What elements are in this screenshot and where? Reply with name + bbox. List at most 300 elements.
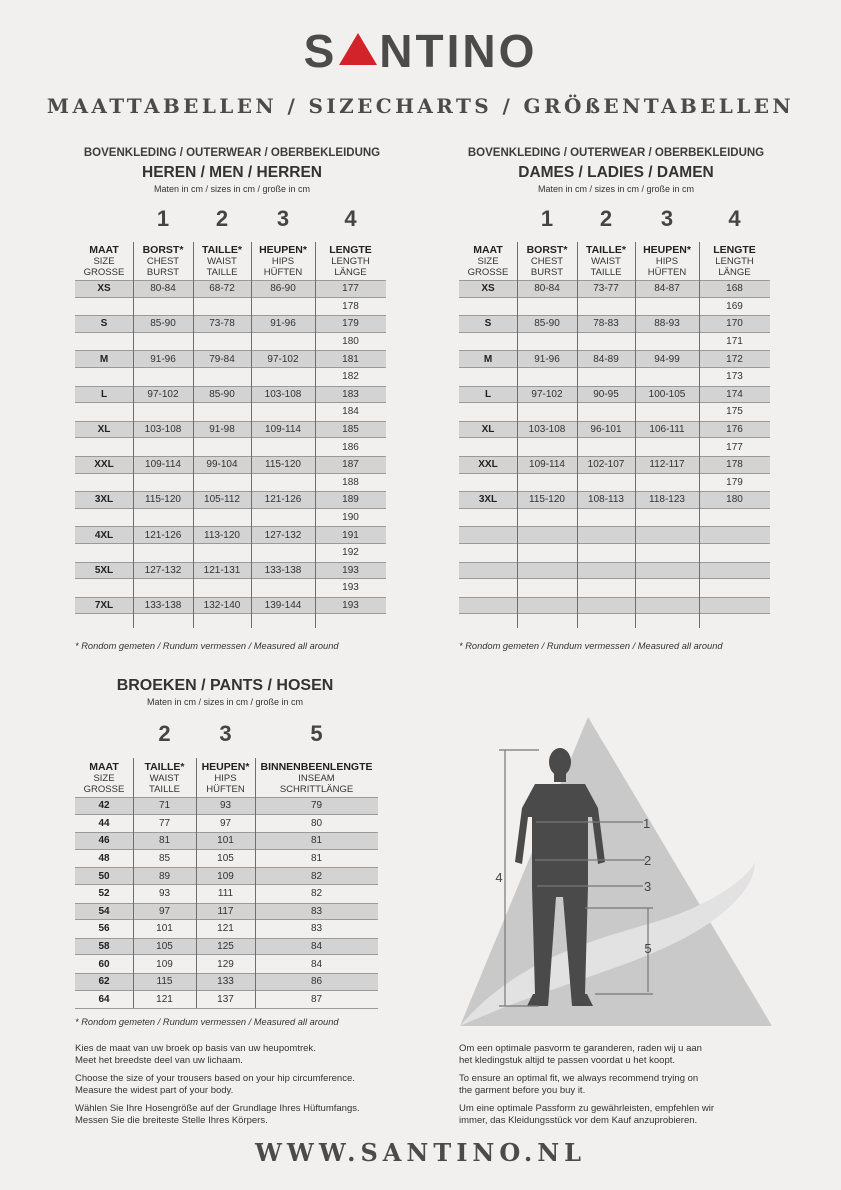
inseam-cell: 81	[310, 853, 323, 865]
waist-cell: 101	[156, 923, 173, 935]
hips-cell: 105	[217, 853, 234, 865]
size-cell	[459, 598, 517, 614]
table-subrow	[459, 509, 770, 527]
website-link[interactable]: WWW.SANTINO.NL	[254, 1138, 587, 1167]
length-cell: 177	[726, 441, 743, 453]
waist-cell: 71	[158, 800, 171, 812]
waist-cell: 73-78	[209, 318, 235, 330]
waist-cell: 121-131	[203, 564, 241, 576]
table-subrow	[459, 474, 770, 492]
inseam-cell: 83	[310, 905, 323, 917]
column-number: 2	[158, 721, 171, 746]
length-cell: 171	[726, 336, 743, 348]
column-header	[517, 245, 577, 278]
hips-cell	[635, 598, 699, 614]
figure-label-3: 3	[644, 879, 652, 894]
table-subrow	[75, 438, 386, 456]
length-cell	[699, 544, 770, 562]
column-header-de: HÜFTEN	[206, 784, 245, 795]
column-header	[459, 245, 517, 278]
table-row	[75, 938, 378, 956]
women-footnote: * Rondom gemeten / Rundum vermessen / Measured all around	[459, 641, 723, 651]
column-header-de: LÄNGE	[718, 267, 751, 278]
table-subrow	[75, 474, 386, 492]
column-number: 3	[219, 721, 232, 746]
waist-cell: 105-112	[204, 494, 240, 506]
column-header-en: CHEST	[530, 256, 564, 267]
size-cell: 3XL	[478, 494, 498, 506]
chest-cell: 80-84	[150, 283, 176, 295]
hips-cell: 84-87	[654, 283, 680, 295]
chest-cell: 115-120	[529, 494, 565, 506]
table-subrow	[459, 614, 770, 632]
column-divider	[577, 242, 578, 628]
hips-cell: 94-99	[654, 353, 680, 365]
column-header-en: WAIST	[149, 773, 180, 784]
hips-cell: 117	[217, 905, 234, 917]
waist-cell: 113-120	[204, 529, 240, 541]
size-cell: 56	[98, 923, 110, 935]
size-cell: XS	[481, 283, 495, 295]
hips-cell: 118-123	[649, 494, 685, 506]
column-header	[699, 245, 770, 278]
column-header-title: HEUPEN*	[643, 244, 691, 256]
waist-cell: 84-89	[593, 353, 619, 365]
chest-cell: 109-114	[145, 459, 181, 471]
hips-cell: 129	[217, 958, 234, 970]
column-divider	[255, 758, 256, 1008]
paragraph-en: Choose the size of your trousers based on your hip circumference. Measure the widest part of your body.	[75, 1073, 355, 1096]
women-section-title: DAMES / LADIES / DAMEN	[518, 164, 714, 181]
length-cell	[699, 563, 770, 579]
column-header-de: GROSSE	[83, 784, 125, 795]
length-cell: 180	[726, 494, 743, 506]
size-cell: 54	[98, 905, 110, 917]
length-cell: 193	[342, 600, 359, 612]
waist-cell: 109	[156, 958, 173, 970]
size-cell: 42	[98, 800, 110, 812]
waist-cell: 81	[158, 835, 171, 847]
hips-cell: 133-138	[264, 564, 302, 576]
column-header	[635, 245, 699, 278]
waist-cell: 108-113	[588, 494, 624, 506]
length-cell: 178	[726, 459, 743, 471]
table-subrow	[75, 403, 386, 421]
length-cell: 179	[342, 318, 359, 330]
size-cell: 60	[98, 958, 110, 970]
women-section-super: BOVENKLEDING / OUTERWEAR / OBERBEKLEIDUNG	[467, 147, 765, 159]
waist-cell: 96-101	[590, 424, 622, 436]
length-cell	[699, 579, 770, 597]
size-cell	[459, 527, 517, 543]
size-cell: XS	[97, 283, 111, 295]
column-header-de: HÜFTEN	[263, 267, 303, 278]
chest-cell	[517, 527, 577, 543]
column-header-en: SIZE	[93, 256, 115, 267]
column-number: 5	[310, 721, 323, 746]
table-subrow	[75, 509, 386, 527]
length-cell: 177	[342, 283, 359, 295]
chest-cell: 91-96	[150, 353, 176, 365]
column-divider	[251, 242, 252, 628]
length-cell: 181	[342, 353, 359, 365]
size-cell: XXL	[478, 459, 498, 471]
hips-cell: 127-132	[264, 529, 302, 541]
size-cell: 4XL	[94, 529, 114, 541]
column-number: 4	[344, 206, 357, 231]
table-row	[75, 903, 378, 921]
table-row	[75, 920, 378, 939]
inseam-cell: 84	[310, 958, 323, 970]
hips-cell: 139-144	[264, 600, 302, 612]
length-cell	[315, 614, 386, 632]
column-header-title: TAILLE*	[585, 244, 627, 256]
length-cell: 174	[726, 388, 743, 400]
length-cell: 179	[726, 476, 743, 488]
table-subrow	[459, 403, 770, 421]
figure-label-1: 1	[643, 816, 651, 831]
column-divider	[193, 242, 194, 628]
men-footnote: * Rondom gemeten / Rundum vermessen / Measured all around	[75, 641, 339, 651]
column-header	[75, 245, 133, 278]
column-header-de: SCHRITTLÄNGE	[279, 784, 354, 795]
table-subrow	[459, 298, 770, 316]
column-header	[75, 762, 133, 795]
table-subrow	[75, 544, 386, 562]
table-row	[75, 991, 378, 1010]
column-header-title: HEUPEN*	[259, 244, 307, 256]
length-cell: 183	[342, 388, 359, 400]
column-header-title: BORST*	[142, 244, 184, 256]
table-row	[75, 597, 386, 615]
paragraph-de: Um eine optimale Passform zu gewährleisten, empfehlen wir immer, das Kleidungsstück vor dem Kauf anzuprobieren.	[459, 1103, 715, 1126]
table-row	[75, 797, 378, 815]
waist-cell: 77	[158, 817, 171, 829]
waist-cell: 102-107	[587, 459, 625, 471]
table-subrow	[459, 368, 770, 386]
chest-cell: 127-132	[144, 564, 182, 576]
chest-cell: 97-102	[147, 388, 179, 400]
hips-cell: 101	[217, 835, 234, 847]
table-row	[75, 280, 386, 298]
table-subrow	[75, 298, 386, 316]
column-header	[255, 762, 378, 795]
size-cell: 58	[98, 941, 110, 953]
column-header-title: BINNENBEENLENGTE	[260, 761, 373, 773]
waist-cell: 89	[158, 870, 171, 882]
column-header-de: LÄNGE	[334, 267, 367, 278]
men-section-note: Maten in cm / sizes in cm / große in cm	[153, 184, 311, 194]
inseam-cell: 83	[310, 923, 323, 935]
chest-cell	[517, 563, 577, 579]
column-divider	[635, 242, 636, 628]
column-header-title: HEUPEN*	[201, 761, 250, 773]
column-divider	[133, 242, 134, 628]
men-section-title: HEREN / MEN / HERREN	[142, 164, 322, 181]
waist-cell: 90-95	[593, 388, 619, 400]
hips-cell: 86-90	[270, 283, 296, 295]
inseam-cell: 86	[310, 976, 323, 988]
column-header-en: CHEST	[146, 256, 180, 267]
chest-cell: 109-114	[529, 459, 565, 471]
table-row	[75, 562, 386, 580]
men-section-super: BOVENKLEDING / OUTERWEAR / OBERBEKLEIDUNG	[83, 147, 381, 159]
hips-cell: 125	[217, 941, 234, 953]
column-divider	[699, 242, 700, 628]
hips-cell	[635, 527, 699, 543]
table-row	[459, 597, 770, 615]
hips-cell: 97	[219, 817, 232, 829]
table-subrow	[459, 438, 770, 456]
table-subrow	[75, 368, 386, 386]
table-row	[75, 491, 386, 509]
length-cell: 172	[726, 353, 743, 365]
hips-cell	[635, 563, 699, 579]
size-cell: M	[483, 353, 493, 365]
size-cell: 44	[98, 817, 110, 829]
waist-cell: 105	[156, 941, 173, 953]
table-row	[459, 526, 770, 544]
hips-cell: 112-117	[649, 459, 685, 471]
length-cell: 187	[342, 459, 359, 471]
paragraph-en: To ensure an optimal fit, we always recommend trying on the garment before you buy it.	[459, 1073, 699, 1096]
chest-cell: 85-90	[534, 318, 560, 330]
size-cell: 52	[98, 888, 110, 900]
column-header	[251, 245, 315, 278]
size-cell: S	[484, 318, 492, 330]
table-subrow	[459, 579, 770, 597]
column-number: 1	[156, 206, 170, 231]
paragraph-de: Wählen Sie Ihre Hosengröße auf der Grundlage Ihres Hüftumfangs. Messen Sie die breiteste Stelle Ihres Körpers.	[75, 1103, 360, 1126]
table-subrow	[459, 333, 770, 351]
column-header-title: LENGTE	[713, 244, 756, 256]
length-cell: 193	[342, 582, 359, 594]
chest-cell: 91-96	[534, 353, 560, 365]
table-row	[75, 526, 386, 544]
size-cell: XXL	[94, 459, 114, 471]
column-header	[196, 762, 255, 795]
length-cell: 170	[726, 318, 743, 330]
column-header-title: TAILLE*	[201, 244, 243, 256]
length-cell	[699, 527, 770, 543]
table-row	[75, 867, 378, 885]
waist-cell: 73-77	[593, 283, 619, 295]
length-cell: 184	[342, 406, 359, 418]
size-cell: 50	[98, 870, 110, 882]
column-number: 1	[540, 206, 554, 231]
length-cell: 180	[342, 336, 359, 348]
figure-label-5: 5	[644, 941, 652, 956]
table-row	[459, 386, 770, 404]
column-number: 2	[599, 206, 613, 231]
length-cell: 185	[342, 424, 359, 436]
hips-cell: 137	[217, 993, 234, 1005]
paragraph-nl: Om een optimale pasvorm te garanderen, raden wij u aan het kledingstuk altijd te passen voordat u het koopt.	[459, 1043, 702, 1066]
column-header-en: HIPS	[214, 773, 237, 784]
size-cell: XL	[481, 424, 495, 436]
table-row	[75, 973, 378, 991]
column-header-en: SIZE	[477, 256, 499, 267]
size-cell: L	[484, 388, 492, 400]
length-cell: 176	[726, 424, 743, 436]
column-header-title: MAAT	[473, 244, 503, 256]
paragraph-nl: Kies de maat van uw broek op basis van uw heupomtrek. Meet het breedste deel van uw lichaam.	[75, 1043, 316, 1066]
length-cell: 178	[342, 300, 359, 312]
table-subrow	[75, 333, 386, 351]
inseam-cell: 87	[310, 993, 323, 1005]
length-cell: 169	[726, 300, 743, 312]
figure-label-2: 2	[644, 853, 652, 868]
fit-instructions	[459, 1043, 789, 1126]
table-row	[75, 456, 386, 474]
column-header-title: BORST*	[526, 244, 568, 256]
waist-cell	[577, 527, 635, 543]
table-row	[459, 421, 770, 439]
table-row	[459, 350, 770, 368]
size-cell: XL	[97, 424, 111, 436]
column-header-de: GROSSE	[83, 267, 125, 278]
column-header-de: GROSSE	[467, 267, 509, 278]
hips-cell: 97-102	[267, 353, 299, 365]
column-header-en: WAIST	[207, 256, 237, 267]
size-cell	[459, 563, 517, 579]
chest-cell: 103-108	[528, 424, 566, 436]
table-row	[459, 315, 770, 333]
length-cell: 168	[726, 283, 743, 295]
waist-cell: 79-84	[209, 353, 235, 365]
column-divider	[196, 758, 197, 1008]
hips-cell: 111	[217, 888, 234, 900]
waist-cell: 99-104	[206, 459, 238, 471]
hips-cell: 91-96	[270, 318, 296, 330]
waist-cell: 85-90	[209, 388, 235, 400]
pants-instructions	[75, 1043, 415, 1126]
table-subrow	[459, 544, 770, 562]
hips-cell: 93	[219, 800, 232, 812]
hips-cell: 103-108	[264, 388, 302, 400]
waist-cell	[577, 598, 635, 614]
column-header-title: MAAT	[89, 761, 119, 773]
column-number: 4	[728, 206, 741, 231]
inseam-cell: 80	[310, 817, 323, 829]
hips-cell: 109-114	[265, 424, 301, 436]
logo-triangle-icon	[339, 33, 377, 65]
column-header-de: TAILLE	[149, 784, 180, 795]
column-header-en: HIPS	[655, 256, 679, 267]
column-header	[133, 245, 193, 278]
figure-label-4: 4	[495, 870, 503, 885]
table-row	[75, 850, 378, 869]
table-row	[75, 386, 386, 404]
column-divider	[315, 242, 316, 628]
chest-cell: 115-120	[145, 494, 181, 506]
column-header-de: TAILLE	[590, 267, 622, 278]
inseam-cell: 82	[310, 870, 323, 882]
pants-footnote: * Rondom gemeten / Rundum vermessen / Measured all around	[75, 1017, 339, 1027]
column-header-title: MAAT	[89, 244, 119, 256]
table-row	[75, 955, 378, 974]
size-cell: 46	[98, 835, 110, 847]
column-header-en: INSEAM	[298, 773, 335, 784]
women-section-note: Maten in cm / sizes in cm / große in cm	[537, 184, 695, 194]
brand-logo: S NTINO	[303, 25, 538, 77]
column-header-en: HIPS	[271, 256, 295, 267]
chest-cell: 121-126	[144, 529, 182, 541]
hips-cell: 100-105	[648, 388, 686, 400]
inseam-cell: 81	[310, 835, 323, 847]
table-row	[75, 421, 386, 439]
length-cell	[699, 509, 770, 527]
size-cell: 7XL	[94, 600, 114, 612]
table-row	[459, 456, 770, 474]
hips-cell: 88-93	[654, 318, 680, 330]
column-header	[193, 245, 251, 278]
table-row	[75, 350, 386, 368]
size-cell: 5XL	[94, 564, 114, 576]
hips-cell: 133	[217, 976, 234, 988]
pants-section-title: BROEKEN / PANTS / HOSEN	[116, 677, 334, 694]
waist-cell: 78-83	[593, 318, 619, 330]
measurement-figure	[455, 712, 775, 1032]
waist-cell	[577, 563, 635, 579]
length-cell: 192	[342, 547, 359, 559]
waist-cell: 115	[156, 976, 173, 988]
column-header	[315, 245, 386, 278]
chest-cell: 103-108	[144, 424, 182, 436]
waist-cell: 97	[158, 905, 171, 917]
chest-cell: 85-90	[150, 318, 176, 330]
table-row	[459, 562, 770, 580]
waist-cell: 68-72	[209, 283, 235, 295]
table-row	[459, 491, 770, 509]
waist-cell: 91-98	[209, 424, 235, 436]
length-cell: 189	[342, 494, 359, 506]
column-number: 3	[660, 206, 674, 231]
column-header-de: HÜFTEN	[647, 267, 687, 278]
length-cell: 186	[342, 441, 359, 453]
column-header-en: WAIST	[591, 256, 621, 267]
length-cell	[699, 598, 770, 614]
column-header-de: BURST	[530, 267, 564, 278]
length-cell: 190	[342, 512, 359, 524]
column-number: 3	[276, 206, 290, 231]
column-header-en: SIZE	[93, 773, 115, 784]
size-cell: 3XL	[94, 494, 114, 506]
waist-cell: 121	[156, 993, 173, 1005]
table-row	[75, 315, 386, 333]
length-cell: 191	[342, 529, 359, 541]
column-divider	[133, 758, 134, 1008]
waist-cell: 85	[158, 853, 171, 865]
size-cell: 64	[98, 993, 110, 1005]
hips-cell: 121	[217, 923, 234, 935]
column-header	[133, 762, 196, 795]
size-cell: S	[100, 318, 108, 330]
size-cell: M	[99, 353, 109, 365]
inseam-cell: 84	[310, 941, 323, 953]
chest-cell: 80-84	[534, 283, 560, 295]
table-subrow	[75, 579, 386, 597]
hips-cell: 109	[217, 870, 234, 882]
inseam-cell: 82	[310, 888, 323, 900]
hips-cell: 121-126	[264, 494, 302, 506]
table-subrow	[75, 614, 386, 632]
column-header	[577, 245, 635, 278]
table-row	[75, 885, 378, 904]
chest-cell: 133-138	[144, 600, 182, 612]
column-header-de: BURST	[146, 267, 180, 278]
column-header-title: TAILLE*	[144, 761, 185, 773]
